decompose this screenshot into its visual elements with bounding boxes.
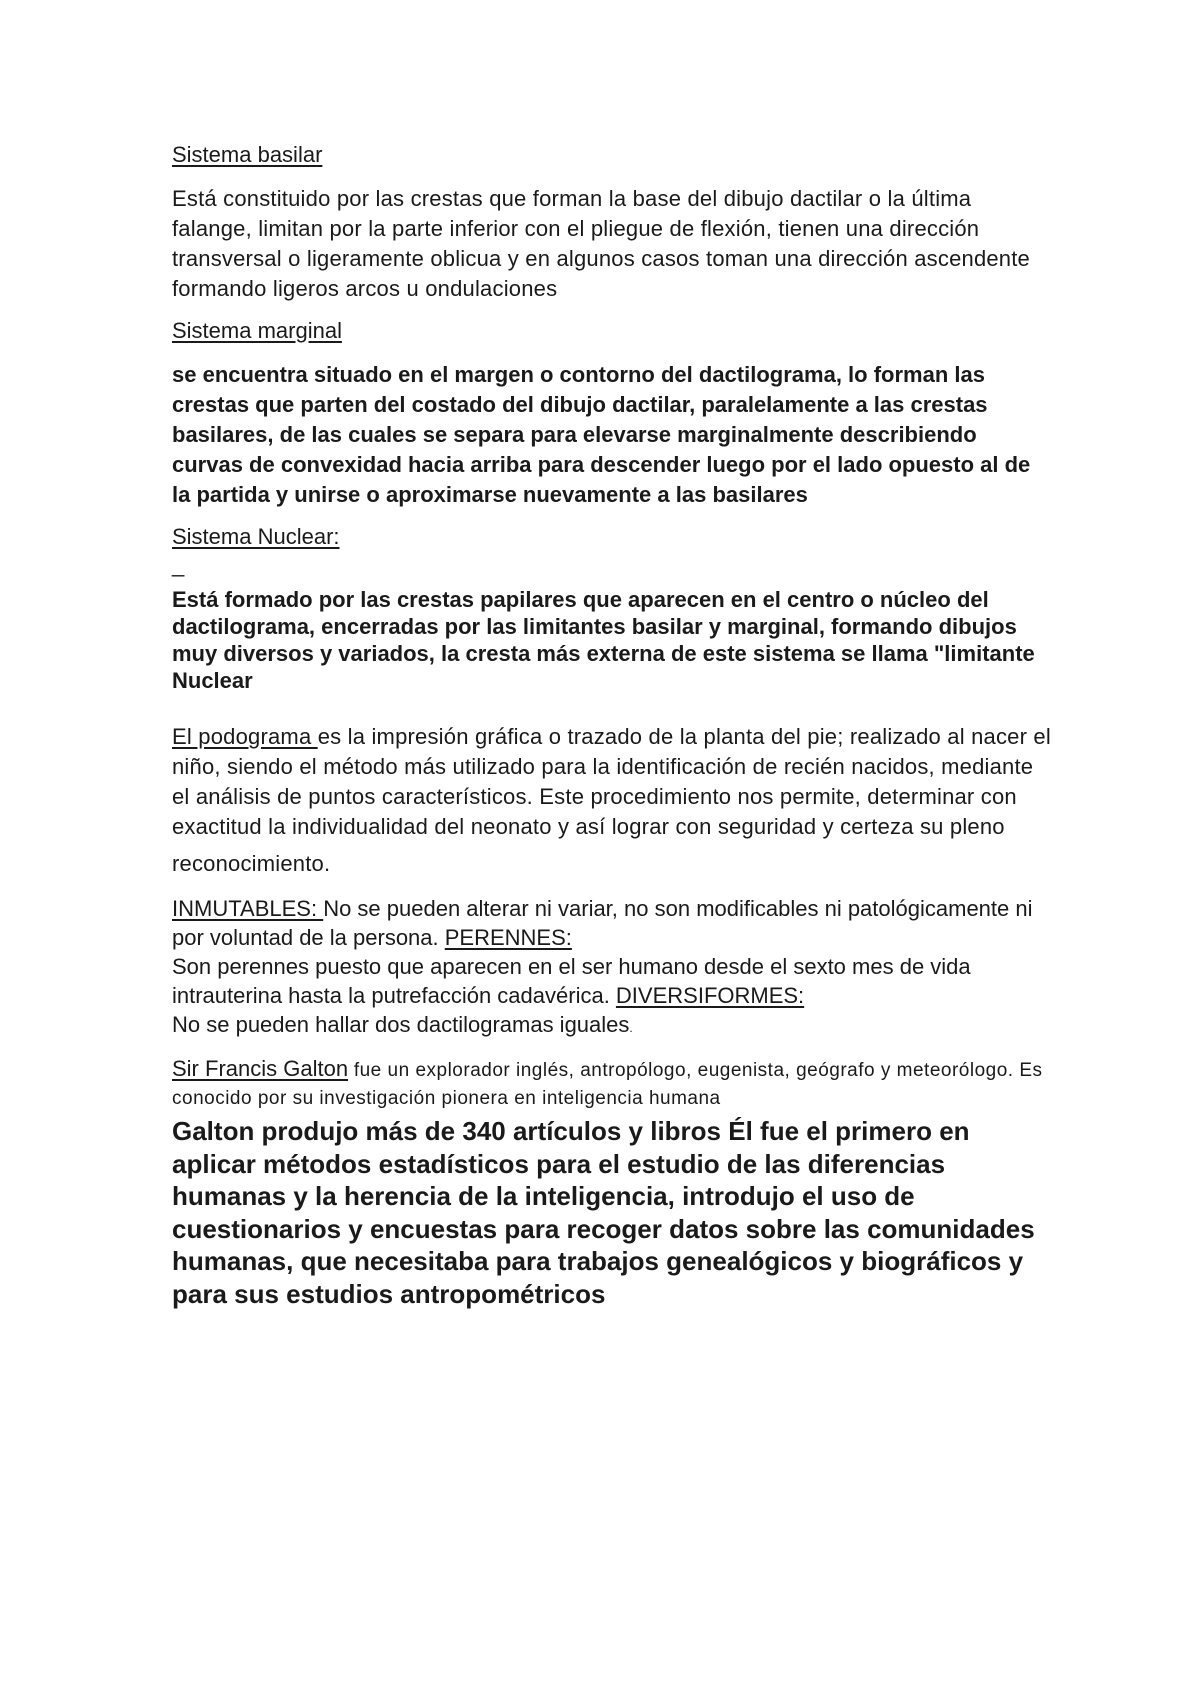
document-page (172, 140, 1052, 1310)
inmutables-text: No se pueden alterar ni variar, no son modificables ni patológicamente ni por voluntad de la persona. (172, 896, 1033, 950)
end-dot: . (629, 1021, 633, 1035)
section-title-nuclear (172, 522, 1052, 552)
section-title-marginal (172, 316, 1052, 346)
paragraph-nuclear: Está formado por las crestas papilares que aparecen en el centro o núcleo del dactilograma, encerradas por las limitantes basilar y marginal, formando dibujos muy diversos y variados, la cresta más externa de este sistema se llama "limitante Nuclear (172, 587, 1035, 693)
inmutables-label: INMUTABLES: (172, 896, 324, 921)
diversiformes-label: DIVERSIFORMES: (615, 983, 805, 1008)
podograma-text: es la impresión gráfica o trazado de la planta del pie; realizado al nacer el niño, siendo el método más utilizado para la identificación de recién nacidos, mediante el análisis de puntos característicos. Este procedimiento nos permite, determinar con exactitud la individualidad del neonato y así lograr con seguridad y certeza su pleno (172, 724, 1051, 839)
perennes-text: Son perennes puesto que aparecen en el ser humano desde el sexto mes de vida intrauterina hasta la putrefacción cadavérica. (172, 954, 971, 1008)
paragraph-properties (172, 894, 1052, 1043)
paragraph-marginal: se encuentra situado en el margen o contorno del dactilograma, lo forman las crestas que parten del costado del dibujo dactilar, paralelamente a las crestas basilares, de las cuales se separa para elevarse marginalmente describiendo curvas de convexidad hacia arriba para descender luego por el lado opuesto al de la partida y unirse o aproximarse nuevamente a las basilares (172, 362, 1031, 507)
section-title-basilar-text: Sistema basilar (172, 142, 323, 167)
podograma-term: El podograma (172, 724, 318, 749)
paragraph-galton-bold: Galton produjo más de 340 artículos y libros Él fue el primero en aplicar métodos estadísticos para el estudio de las diferencias humanas y la herencia de la inteligencia, introdujo el uso de cuestionarios y encuestas para recoger datos sobre las comunidades humanas, que necesitaba para trabajos genealógicos y biográficos y para sus estudios antropométricos (172, 1116, 1035, 1309)
section-title-marginal-text: Sistema marginal (172, 318, 342, 343)
paragraph-galton-intro (172, 1055, 1052, 1113)
galton-intro-text: fue un explorador inglés, antropólogo, eugenista, geógrafo y meteorólogo. Es conocido por su investigación pionera en inteligencia humana (172, 1060, 1043, 1109)
section-title-nuclear-text: Sistema Nuclear: (172, 524, 340, 549)
diversiformes-text: No se pueden hallar dos dactilogramas iguales (172, 1012, 630, 1037)
galton-name: Sir Francis Galton (172, 1056, 349, 1081)
podograma-last-line: reconocimiento. (172, 851, 331, 876)
paragraph-podograma (172, 722, 1052, 882)
underscore-spacer: _ (172, 552, 185, 577)
paragraph-basilar: Está constituido por las crestas que forman la base del dibujo dactilar o la última falange, limitan por la parte inferior con el pliegue de flexión, tienen una dirección transversal o ligeramente oblicua y en algunos casos toman una dirección ascendente formando ligeros arcos u ondulaciones (172, 186, 1030, 301)
perennes-label: PERENNES: (444, 925, 572, 950)
section-title-basilar (172, 140, 1052, 170)
